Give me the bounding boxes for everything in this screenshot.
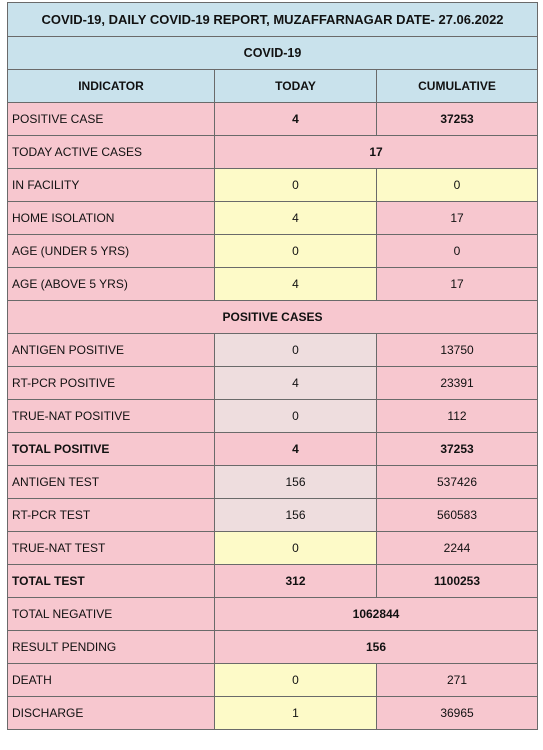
table-row bbox=[8, 202, 538, 235]
indicator-label: TOTAL TEST bbox=[8, 565, 215, 598]
cumulative-value: 17 bbox=[377, 268, 538, 301]
table-row bbox=[8, 103, 538, 136]
cumulative-value: 0 bbox=[377, 235, 538, 268]
header-cumulative: CUMULATIVE bbox=[377, 70, 538, 103]
today-value: 0 bbox=[215, 169, 377, 202]
report-body bbox=[8, 3, 538, 730]
today-value: 156 bbox=[215, 499, 377, 532]
table-row bbox=[8, 235, 538, 268]
cumulative-value: 17 bbox=[377, 202, 538, 235]
cumulative-value: 37253 bbox=[377, 433, 538, 466]
section-heading: POSITIVE CASES bbox=[8, 301, 538, 334]
indicator-label: POSITIVE CASE bbox=[8, 103, 215, 136]
indicator-label: RT-PCR TEST bbox=[8, 499, 215, 532]
indicator-label: DISCHARGE bbox=[8, 697, 215, 730]
merged-value: 1062844 bbox=[215, 598, 538, 631]
today-value: 0 bbox=[215, 334, 377, 367]
table-row bbox=[8, 565, 538, 598]
table-row bbox=[8, 169, 538, 202]
today-value: 4 bbox=[215, 433, 377, 466]
indicator-label: ANTIGEN POSITIVE bbox=[8, 334, 215, 367]
table-row bbox=[8, 532, 538, 565]
table-row bbox=[8, 334, 538, 367]
table-row bbox=[8, 664, 538, 697]
table-row bbox=[8, 598, 538, 631]
indicator-label: AGE (ABOVE 5 YRS) bbox=[8, 268, 215, 301]
table-row bbox=[8, 697, 538, 730]
indicator-label: TOTAL POSITIVE bbox=[8, 433, 215, 466]
cumulative-value: 271 bbox=[377, 664, 538, 697]
indicator-label: DEATH bbox=[8, 664, 215, 697]
report-title-row bbox=[8, 3, 538, 37]
today-value: 0 bbox=[215, 532, 377, 565]
table-row bbox=[8, 499, 538, 532]
cumulative-value: 2244 bbox=[377, 532, 538, 565]
indicator-label: AGE (UNDER 5 YRS) bbox=[8, 235, 215, 268]
cumulative-value: 1100253 bbox=[377, 565, 538, 598]
today-value: 4 bbox=[215, 103, 377, 136]
indicator-label: TOTAL NEGATIVE bbox=[8, 598, 215, 631]
header-indicator: INDICATOR bbox=[8, 70, 215, 103]
today-value: 4 bbox=[215, 268, 377, 301]
table-row bbox=[8, 268, 538, 301]
table-row bbox=[8, 466, 538, 499]
column-header-row bbox=[8, 70, 538, 103]
cumulative-value: 112 bbox=[377, 400, 538, 433]
today-value: 4 bbox=[215, 202, 377, 235]
today-value: 0 bbox=[215, 235, 377, 268]
indicator-label: HOME ISOLATION bbox=[8, 202, 215, 235]
cumulative-value: 537426 bbox=[377, 466, 538, 499]
today-value: 0 bbox=[215, 400, 377, 433]
indicator-label: TRUE-NAT TEST bbox=[8, 532, 215, 565]
table-row bbox=[8, 301, 538, 334]
cumulative-value: 0 bbox=[377, 169, 538, 202]
indicator-label: RESULT PENDING bbox=[8, 631, 215, 664]
table-row bbox=[8, 631, 538, 664]
report-subtitle: COVID-19 bbox=[8, 37, 538, 70]
today-value: 156 bbox=[215, 466, 377, 499]
indicator-label: TODAY ACTIVE CASES bbox=[8, 136, 215, 169]
covid-report-sheet bbox=[7, 2, 537, 730]
merged-value: 156 bbox=[215, 631, 538, 664]
table-row bbox=[8, 136, 538, 169]
today-value: 312 bbox=[215, 565, 377, 598]
indicator-label: IN FACILITY bbox=[8, 169, 215, 202]
merged-value: 17 bbox=[215, 136, 538, 169]
cumulative-value: 37253 bbox=[377, 103, 538, 136]
cumulative-value: 23391 bbox=[377, 367, 538, 400]
indicator-label: TRUE-NAT POSITIVE bbox=[8, 400, 215, 433]
table-row bbox=[8, 433, 538, 466]
covid-report-table bbox=[7, 2, 538, 730]
table-row bbox=[8, 400, 538, 433]
header-today: TODAY bbox=[215, 70, 377, 103]
cumulative-value: 560583 bbox=[377, 499, 538, 532]
table-row bbox=[8, 367, 538, 400]
today-value: 0 bbox=[215, 664, 377, 697]
indicator-label: ANTIGEN TEST bbox=[8, 466, 215, 499]
cumulative-value: 13750 bbox=[377, 334, 538, 367]
today-value: 4 bbox=[215, 367, 377, 400]
indicator-label: RT-PCR POSITIVE bbox=[8, 367, 215, 400]
report-subtitle-row bbox=[8, 37, 538, 70]
report-title: COVID-19, DAILY COVID-19 REPORT, MUZAFFARNAGAR DATE- 27.06.2022 bbox=[8, 3, 538, 37]
today-value: 1 bbox=[215, 697, 377, 730]
cumulative-value: 36965 bbox=[377, 697, 538, 730]
